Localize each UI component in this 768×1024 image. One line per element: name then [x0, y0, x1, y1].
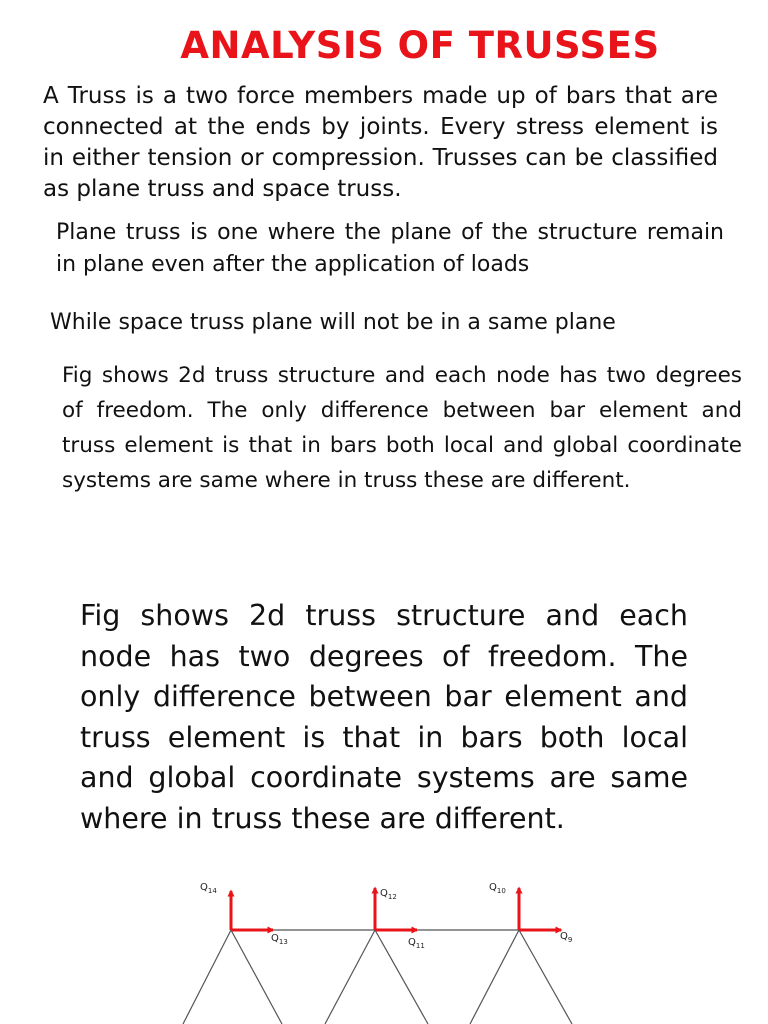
truss-members — [183, 930, 572, 1024]
dof-arrows-node-left — [231, 891, 273, 930]
paragraph-fig-description-large: Fig shows 2d truss structure and each node has two degrees of freedom. The only difference between bar element and truss element is that in bars both local and global coordinate systems are same where in truss these are different. — [80, 599, 688, 835]
label-q10: $Q_{10}$ — [489, 882, 506, 895]
paragraph-plane-truss: Plane truss is one where the plane of the structure remain in plane even after the application of loads — [56, 220, 724, 277]
truss-diagram — [0, 868, 768, 1024]
paragraph-space-truss: While space truss plane will not be in a same plane — [50, 310, 616, 335]
page-title: ANALYSIS OF TRUSSES — [180, 24, 660, 67]
label-q11: $Q_{11}$ — [408, 937, 425, 950]
label-q12: $Q_{12}$ — [380, 888, 397, 901]
dof-arrows-node-right — [519, 888, 561, 930]
diagonal-member — [325, 930, 375, 1024]
diagonal-member — [183, 930, 231, 1024]
label-q14: $Q_{14}$ — [200, 882, 217, 895]
diagonal-member — [470, 930, 519, 1024]
label-q9: $Q_9$ — [560, 931, 573, 944]
diagonal-member — [231, 930, 282, 1024]
paragraph-truss-definition: A Truss is a two force members made up of bars that are connected at the ends by joints. Every stress element is in either tension or compression. Trusses can be classified as plane truss and space truss. — [43, 83, 718, 202]
paragraph-fig-description: Fig shows 2d truss structure and each node has two degrees of freedom. The only difference between bar element and truss element is that in bars both local and global coordinate systems are same where in truss these are different. — [62, 363, 742, 493]
label-q13: $Q_{13}$ — [271, 933, 288, 946]
diagonal-member — [519, 930, 572, 1024]
